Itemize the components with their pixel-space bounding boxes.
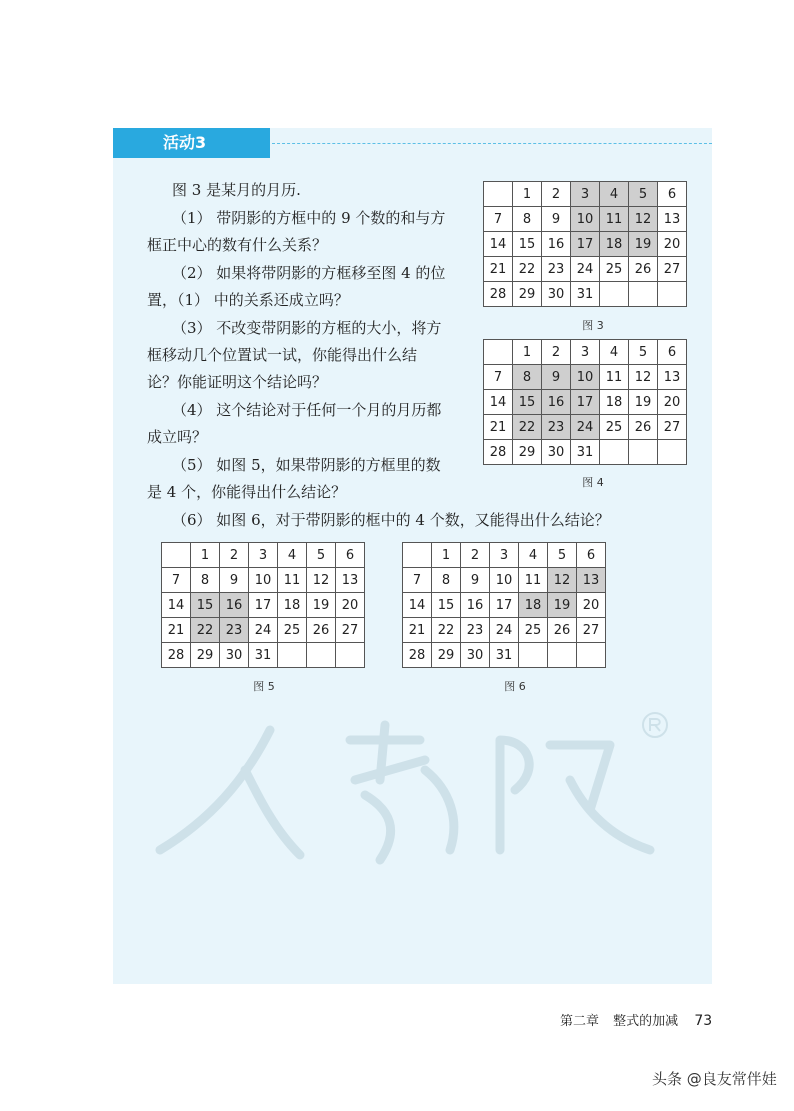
calendar-cell (600, 282, 629, 307)
calendar-cell: 31 (249, 643, 278, 668)
calendar-figure-6 (402, 542, 606, 668)
calendar-cell: 20 (577, 593, 606, 618)
calendar-row (403, 593, 606, 618)
q-line: 成立吗？ (147, 428, 208, 446)
calendar-cell: 10 (249, 568, 278, 593)
calendar-cell: 8 (513, 207, 542, 232)
calendar-cell: 9 (542, 365, 571, 390)
calendar-cell: 8 (432, 568, 461, 593)
calendar-cell: 1 (191, 543, 220, 568)
calendar-cell: 15 (432, 593, 461, 618)
calendar-cell: 30 (542, 440, 571, 465)
calendar-row (484, 207, 687, 232)
calendar-cell (658, 440, 687, 465)
calendar-cell: 8 (513, 365, 542, 390)
calendar-cell: 6 (336, 543, 365, 568)
calendar-cell (629, 282, 658, 307)
figure-caption: 图 5 (253, 680, 275, 693)
calendar-cell: 19 (307, 593, 336, 618)
calendar-cell: 15 (191, 593, 220, 618)
calendar-cell: 29 (513, 440, 542, 465)
calendar-cell: 7 (403, 568, 432, 593)
calendar-cell: 4 (600, 182, 629, 207)
calendar-cell: 16 (220, 593, 249, 618)
calendar-cell: 18 (519, 593, 548, 618)
calendar-cell: 3 (249, 543, 278, 568)
calendar-cell: 26 (548, 618, 577, 643)
calendar-cell: 7 (162, 568, 191, 593)
calendar-row (162, 568, 365, 593)
calendar-row (403, 643, 606, 668)
chapter-label: 第二章 (560, 1014, 600, 1029)
calendar-cell: 16 (542, 232, 571, 257)
calendar-cell: 21 (162, 618, 191, 643)
calendar-cell (519, 643, 548, 668)
calendar-cell: 12 (629, 365, 658, 390)
q-line: 图 3 是某月的月历. (172, 181, 301, 199)
calendar-cell: 5 (629, 340, 658, 365)
calendar-cell: 14 (162, 593, 191, 618)
calendar-cell: 28 (403, 643, 432, 668)
calendar-cell: 13 (577, 568, 606, 593)
calendar-cell: 14 (484, 390, 513, 415)
calendar-figure-4 (483, 339, 687, 465)
calendar-cell (577, 643, 606, 668)
calendar-cell: 11 (278, 568, 307, 593)
calendar-cell (484, 182, 513, 207)
calendar-row (162, 543, 365, 568)
calendar-row (162, 643, 365, 668)
q-line: 是 4 个，你能得出什么结论？ (147, 483, 347, 501)
calendar-cell: 25 (600, 415, 629, 440)
calendar-cell: 24 (249, 618, 278, 643)
calendar-cell: 6 (658, 182, 687, 207)
calendar-cell: 22 (513, 257, 542, 282)
calendar-cell: 20 (336, 593, 365, 618)
q-line: （5） 如图 5，如果带阴影的方框里的数 (172, 456, 441, 474)
calendar-cell: 30 (461, 643, 490, 668)
page-number: 73 (694, 1013, 713, 1029)
calendar-cell: 24 (571, 257, 600, 282)
calendar-row (484, 257, 687, 282)
calendar-cell: 28 (484, 440, 513, 465)
calendar-cell: 26 (629, 257, 658, 282)
calendar-cell: 29 (513, 282, 542, 307)
q-line: 框正中心的数有什么关系？ (147, 236, 328, 254)
calendar-row (484, 282, 687, 307)
calendar-cell: 1 (513, 340, 542, 365)
calendar-row (484, 440, 687, 465)
calendar-cell: 9 (461, 568, 490, 593)
calendar-cell: 1 (513, 182, 542, 207)
calendar-cell: 9 (220, 568, 249, 593)
calendar-cell: 9 (542, 207, 571, 232)
calendar-cell: 30 (220, 643, 249, 668)
calendar-cell: 13 (658, 207, 687, 232)
figure-caption: 图 6 (504, 680, 526, 693)
calendar-cell (162, 543, 191, 568)
calendar-cell: 31 (571, 282, 600, 307)
calendar-cell: 23 (542, 415, 571, 440)
calendar-cell: 12 (548, 568, 577, 593)
calendar-row (403, 568, 606, 593)
calendar-cell: 3 (490, 543, 519, 568)
calendar-cell: 11 (600, 207, 629, 232)
calendar-cell: 22 (513, 415, 542, 440)
calendar-cell: 21 (484, 257, 513, 282)
calendar-cell (658, 282, 687, 307)
page-footer (560, 1010, 712, 1029)
calendar-cell: 17 (249, 593, 278, 618)
calendar-cell: 27 (577, 618, 606, 643)
calendar-cell: 6 (577, 543, 606, 568)
calendar-cell: 4 (278, 543, 307, 568)
calendar-cell: 17 (490, 593, 519, 618)
calendar-cell (336, 643, 365, 668)
calendar-cell: 19 (629, 232, 658, 257)
q-line: 置，（1） 中的关系还成立吗？ (147, 291, 349, 309)
calendar-cell (307, 643, 336, 668)
calendar-cell: 3 (571, 340, 600, 365)
calendar-cell: 10 (571, 207, 600, 232)
calendar-cell: 26 (629, 415, 658, 440)
calendar-cell: 4 (600, 340, 629, 365)
calendar-cell: 20 (658, 232, 687, 257)
calendar-cell: 14 (484, 232, 513, 257)
calendar-cell: 11 (519, 568, 548, 593)
calendar-cell: 10 (490, 568, 519, 593)
calendar-cell: 13 (336, 568, 365, 593)
calendar-cell: 23 (220, 618, 249, 643)
calendar-cell (600, 440, 629, 465)
calendar-cell: 19 (548, 593, 577, 618)
calendar-cell: 26 (307, 618, 336, 643)
calendar-cell: 5 (307, 543, 336, 568)
calendar-row (484, 340, 687, 365)
calendar-cell: 24 (490, 618, 519, 643)
calendar-cell: 12 (629, 207, 658, 232)
calendar-cell: 21 (484, 415, 513, 440)
calendar-cell: 22 (191, 618, 220, 643)
calendar-cell: 16 (542, 390, 571, 415)
publisher-watermark (150, 700, 670, 870)
calendar-cell: 18 (600, 232, 629, 257)
calendar-cell: 5 (629, 182, 658, 207)
calendar-cell: 2 (461, 543, 490, 568)
calendar-cell: 27 (336, 618, 365, 643)
chapter-title: 整式的加减 (613, 1014, 679, 1029)
calendar-cell: 25 (519, 618, 548, 643)
calendar-cell: 20 (658, 390, 687, 415)
calendar-cell: 25 (278, 618, 307, 643)
calendar-cell: 23 (542, 257, 571, 282)
calendar-cell: 25 (600, 257, 629, 282)
calendar-row (484, 415, 687, 440)
calendar-cell: 2 (542, 340, 571, 365)
calendar-cell: 12 (307, 568, 336, 593)
calendar-cell: 2 (220, 543, 249, 568)
calendar-cell: 5 (548, 543, 577, 568)
calendar-cell: 27 (658, 415, 687, 440)
q-line: （6） 如图 6，对于带阴影的框中的 4 个数，又能得出什么结论？ (172, 511, 610, 529)
calendar-cell: 30 (542, 282, 571, 307)
calendar-cell: 3 (571, 182, 600, 207)
calendar-row (403, 543, 606, 568)
calendar-row (484, 365, 687, 390)
calendar-cell: 7 (484, 207, 513, 232)
calendar-cell: 28 (162, 643, 191, 668)
calendar-cell: 16 (461, 593, 490, 618)
calendar-cell: 13 (658, 365, 687, 390)
q-line: （2） 如果将带阴影的方框移至图 4 的位 (172, 264, 446, 282)
calendar-cell: 1 (432, 543, 461, 568)
calendar-row (484, 182, 687, 207)
q-line: （4） 这个结论对于任何一个月的月历都 (172, 401, 442, 419)
calendar-row (484, 232, 687, 257)
calendar-cell (278, 643, 307, 668)
calendar-cell: 18 (278, 593, 307, 618)
calendar-cell: 19 (629, 390, 658, 415)
calendar-cell: 6 (658, 340, 687, 365)
q-line: （1） 带阴影的方框中的 9 个数的和与方 (172, 209, 446, 227)
calendar-cell: 17 (571, 390, 600, 415)
calendar-cell: 4 (519, 543, 548, 568)
calendar-cell: 10 (571, 365, 600, 390)
activity-label: 活动3 (113, 128, 270, 158)
calendar-figure-3 (483, 181, 687, 307)
calendar-cell: 7 (484, 365, 513, 390)
calendar-row (162, 618, 365, 643)
calendar-cell: 11 (600, 365, 629, 390)
calendar-cell: 23 (461, 618, 490, 643)
calendar-row (162, 593, 365, 618)
calendar-cell: 15 (513, 232, 542, 257)
calendar-cell: 29 (191, 643, 220, 668)
calendar-cell: 2 (542, 182, 571, 207)
calendar-cell: 14 (403, 593, 432, 618)
calendar-cell: 8 (191, 568, 220, 593)
source-credit: 头条 @良友常伴娃 (652, 1070, 777, 1088)
figure-caption: 图 4 (582, 476, 604, 489)
calendar-cell: 17 (571, 232, 600, 257)
calendar-cell (629, 440, 658, 465)
calendar-cell (403, 543, 432, 568)
calendar-cell: 27 (658, 257, 687, 282)
calendar-cell (484, 340, 513, 365)
q-line: 论？你能证明这个结论吗？ (147, 373, 328, 391)
calendar-cell: 22 (432, 618, 461, 643)
q-line: （3） 不改变带阴影的方框的大小，将方 (172, 319, 442, 337)
calendar-cell: 18 (600, 390, 629, 415)
calendar-cell: 21 (403, 618, 432, 643)
calendar-cell: 31 (490, 643, 519, 668)
figure-caption: 图 3 (582, 319, 604, 332)
calendar-cell: 31 (571, 440, 600, 465)
calendar-row (403, 618, 606, 643)
activity-divider (272, 143, 712, 144)
calendar-cell: 24 (571, 415, 600, 440)
q-line: 框移动几个位置试一试，你能得出什么结 (147, 346, 418, 364)
calendar-row (484, 390, 687, 415)
calendar-cell (548, 643, 577, 668)
calendar-cell: 29 (432, 643, 461, 668)
calendar-cell: 28 (484, 282, 513, 307)
calendar-figure-5 (161, 542, 365, 668)
calendar-cell: 15 (513, 390, 542, 415)
